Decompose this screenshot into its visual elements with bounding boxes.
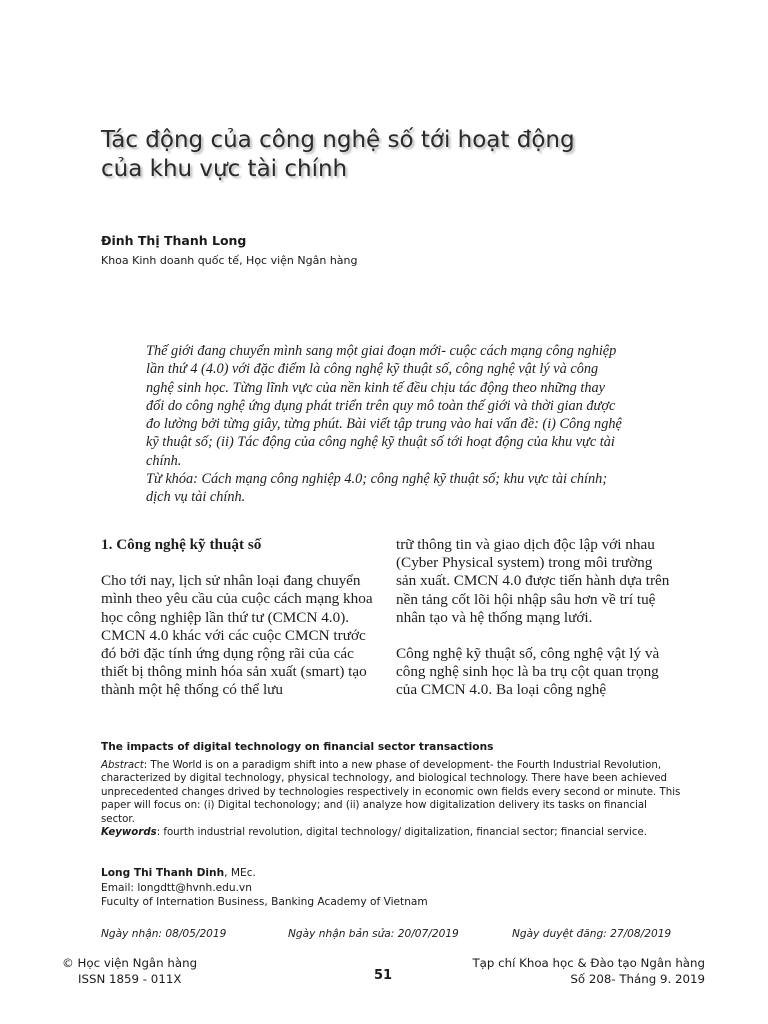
author-info-degree: , MEc. [224, 867, 256, 879]
author-info-name-line [101, 866, 601, 881]
vietnamese-abstract-text: Thế giới đang chuyển mình sang một giai đoạn mới- cuộc cách mạng công nghiệp lần thứ 4 (4.0) với đặc điểm là công nghệ kỹ thuật số, công nghệ vật lý và công nghệ sinh học. Từng lĩnh vực của nền kinh tế đều chịu tác động theo những thay đổi do công nghệ ứng dụng phát triển trên quy mô toàn thế giới và thời gian được đo lường bởi từng giây, từng phút. Bài viết tập trung vào hai vấn đề: (i) Công nghệ kỹ thuật số; (ii) Tác động của công nghệ kỹ thuật số tới hoạt động của khu vực tài chính. [146, 343, 622, 469]
vietnamese-keywords: Từ khóa: Cách mạng công nghiệp 4.0; công nghệ kỹ thuật số; khu vực tài chính; dịch vụ tài chính. [146, 471, 608, 506]
author-info-name: Long Thi Thanh Dinh [101, 867, 225, 879]
date-received: Ngày nhận: 08/05/2019 [101, 928, 227, 940]
date-accepted: Ngày duyệt đăng: 27/08/2019 [512, 928, 672, 940]
keywords-text: : fourth industrial revolution, digital technology/ digitalization, financial sector; financial service. [156, 827, 647, 839]
english-abstract-paragraph [101, 759, 681, 826]
date-revised: Ngày nhận bản sửa: 20/07/2019 [288, 928, 459, 940]
page-number: 51 [374, 968, 393, 983]
footer-right [472, 955, 705, 987]
footer-issue: Số 208- Tháng 9. 2019 [570, 972, 705, 986]
author-affiliation: Khoa Kinh doanh quốc tế, Học viện Ngân hàng [101, 254, 358, 267]
article-title [101, 126, 621, 184]
body-paragraph: Công nghệ kỹ thuật số, công nghệ vật lý và công nghệ sinh học là ba trụ cột quan trọng của CMCN 4.0. Ba loại công nghệ [396, 645, 660, 699]
abstract-text: : The World is on a paradigm shift into a new phase of development- the Fourth Industrial Revolution, characterized by digital technology, physical technology, and biological technology. There have been achieved unprecedented changes drived by technologies respectively in economic own fields every second or minute. This paper will focus on: (i) Digital techonology; and (ii) analyze how digitalization delivery its tasks on financial sector. [101, 760, 681, 825]
english-abstract [101, 759, 681, 839]
article-title-line-2: của khu vực tài chính [101, 156, 348, 182]
body-column-left [101, 536, 381, 700]
section-heading: 1. Công nghệ kỹ thuật số [101, 536, 262, 553]
abstract-label: Abstract [101, 760, 144, 771]
footer-journal: Tạp chí Khoa học & Đào tạo Ngân hàng [472, 956, 705, 970]
author-name: Đinh Thị Thanh Long [101, 233, 247, 248]
article-title-line-1: Tác động của công nghệ số tới hoạt động [101, 127, 575, 153]
english-title: The impacts of digital technology on financial sector transactions [101, 741, 494, 753]
footer-copyright: © Học viện Ngân hàng [62, 956, 198, 970]
english-keywords-paragraph [101, 826, 681, 839]
author-info-faculty: Fuculty of Internation Business, Banking Academy of Vietnam [101, 896, 428, 909]
author-info-email: Email: longdtt@hvnh.edu.vn [101, 881, 252, 894]
footer-left [62, 955, 197, 987]
footer-issn: ISSN 1859 - 011X [78, 972, 182, 986]
author-info [101, 866, 601, 910]
body-column-right [396, 536, 676, 700]
body-paragraph: trữ thông tin và giao dịch độc lập với nhau (Cyber Physical system) trong môi trường sản xuất. CMCN 4.0 được tiến hành dựa trên nền tảng cốt lõi hội nhập sâu hơn về trí tuệ nhân tạo và hệ thống mạng lưới. [396, 536, 670, 626]
keywords-label: Keywords [101, 827, 157, 839]
vietnamese-abstract [146, 342, 624, 507]
body-paragraph: Cho tới nay, lịch sử nhân loại đang chuyển mình theo yêu cầu của cuộc cách mạng khoa học công nghiệp lần thứ tư (CMCN 4.0). CMCN 4.0 khác với các cuộc CMCN trước đó bởi đặc tính ứng dụng rộng rãi của các thiết bị thông minh hóa sản xuất (smart) tạo thành một hệ thống có thể lưu [101, 572, 373, 699]
